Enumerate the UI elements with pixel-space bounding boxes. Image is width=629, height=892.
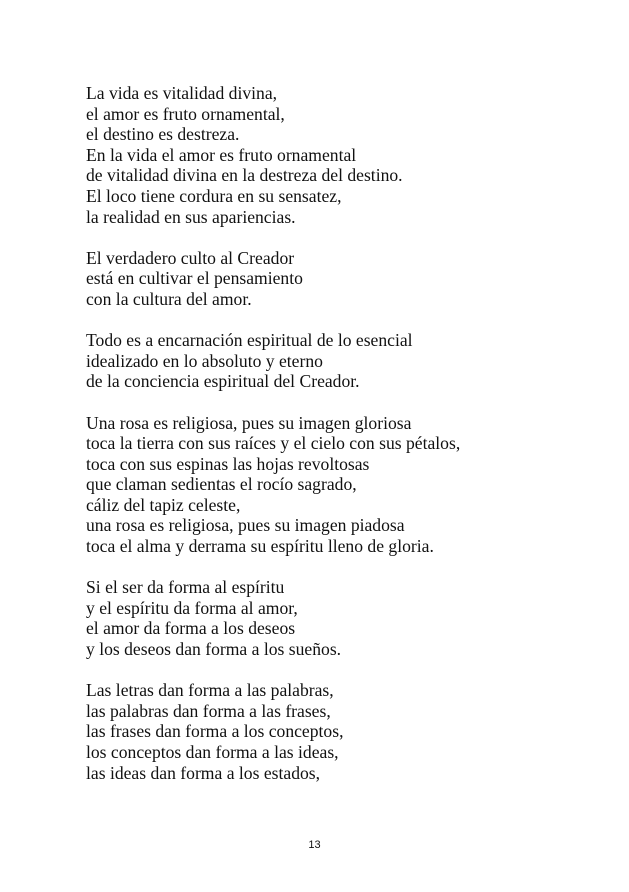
poem-line: los conceptos dan forma a las ideas, [86,742,339,762]
poem-line: Si el ser da forma al espíritu [86,577,285,598]
poem-line: Las letras dan forma a las palabras, [86,680,334,701]
poem-line: las frases dan forma a los conceptos, [86,721,344,742]
poem-line: el destino es destreza. [86,124,240,145]
stanza [86,577,606,659]
poem-line: el amor da forma a los deseos [86,618,296,639]
poem-line: En la vida el amor es fruto ornamental [86,144,357,165]
poem-line: y el espíritu da forma al amor, [86,597,298,618]
poem-line: con la cultura del amor. [86,288,252,309]
poem-line: Una rosa es religiosa, pues su imagen gloriosa [86,412,412,433]
poem-line: las palabras dan forma a las frases, [86,700,331,721]
poem-line: las ideas dan forma a los estados, [86,762,321,783]
page-number: 13 [308,839,321,851]
poem-line: El loco tiene cordura en su sensatez, [86,185,342,206]
poem-body [86,83,606,783]
poem-line: El verdadero culto al Creador [86,247,295,268]
stanza [86,680,606,783]
stanza [86,83,606,227]
poem-line: la realidad en sus apariencias. [86,206,296,227]
poem-line: y los deseos dan forma a los sueños. [86,639,342,660]
poem-line: una rosa es religiosa, pues su imagen piadosa [86,515,405,536]
poem-line: de vitalidad divina en la destreza del destino. [86,165,403,186]
poem-line: está en cultivar el pensamiento [86,268,303,289]
poem-line: de la conciencia espiritual del Creador. [86,371,360,392]
poem-line: el amor es fruto ornamental, [86,103,285,124]
poem-line: La vida es vitalidad divina, [86,83,278,103]
poem-line: toca el alma y derrama su espíritu lleno de gloria. [86,536,434,557]
stanza [86,248,606,310]
poem-line: toca la tierra con sus raíces y el cielo con sus pétalos, [86,433,461,454]
poem-line: idealizado en lo absoluto y eterno [86,350,323,371]
poem-line: cáliz del tapiz celeste, [86,494,241,515]
stanza [86,413,606,557]
stanza [86,330,606,392]
poem-line: toca con sus espinas las hojas revoltosas [86,453,370,474]
poem-line: que claman sedientas el rocío sagrado, [86,474,357,495]
poem-line: Todo es a encarnación espiritual de lo esencial [86,330,413,351]
